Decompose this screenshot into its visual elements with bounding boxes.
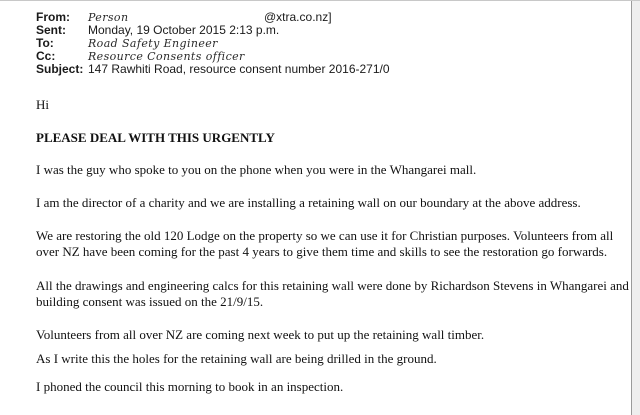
cc-handwritten: Resource Consents officer: [88, 50, 245, 63]
page-edge-shadow: [632, 1, 640, 415]
paragraph-2: I am the director of a charity and we are installing a retaining wall on our boundary at the above address.: [36, 195, 581, 210]
paragraph-7: I phoned the council this morning to book in an inspection.: [36, 379, 344, 394]
from-label: From:: [36, 10, 70, 24]
sent-label: Sent:: [36, 23, 66, 37]
to-label: To:: [36, 36, 54, 50]
from-address: @xtra.co.nz]: [264, 10, 332, 24]
cc-label: Cc:: [36, 49, 56, 63]
from-handwritten: Person: [88, 11, 129, 24]
subject-row: [36, 62, 390, 76]
paragraph-3: We are restoring the old 120 Lodge on the property so we can use it for Christian purposes. Volunteers from all over NZ have been coming for the past 4 years to give them time and skills to see the restoration go forwards.: [36, 228, 614, 259]
subject-label: Subject:: [36, 62, 84, 76]
email-header: [36, 10, 390, 76]
greeting: Hi: [36, 97, 49, 112]
subject-value: 147 Rawhiti Road, resource consent number 2016-271/0: [88, 62, 390, 76]
paragraph-6: As I write this the holes for the retaining wall are being drilled in the ground.: [36, 351, 437, 366]
paragraph-5: Volunteers from all over NZ are coming next week to put up the retaining wall timber.: [36, 327, 485, 342]
paragraph-4: All the drawings and engineering calcs for this retaining wall were done by Richardson Stevens in Whangarei and building consent was issued on the 21/9/15.: [36, 278, 629, 309]
paragraph-1: I was the guy who spoke to you on the phone when you were in the Whangarei mall.: [36, 162, 477, 177]
urgent-heading: PLEASE DEAL WITH THIS URGENTLY: [36, 130, 275, 145]
to-handwritten: Road Safety Engineer: [88, 37, 218, 50]
sent-value: Monday, 19 October 2015 2:13 p.m.: [88, 23, 280, 37]
